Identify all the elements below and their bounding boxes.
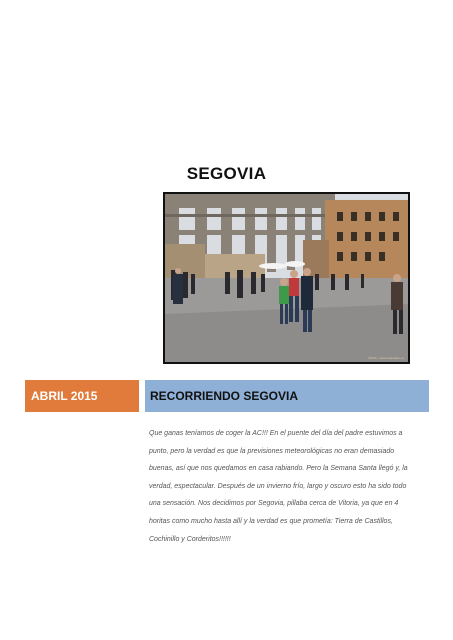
article-paragraph — [149, 425, 415, 548]
paragraph-line: buenas, así que nos quedamos en casa rabiando. Pero la Semana Santa llegó y, la — [149, 465, 408, 473]
paragraph-line: punto, pero la verdad es que la previsiones meteorológicas no eran demasiado — [149, 447, 395, 455]
document-title: SEGOVIA — [186, 164, 267, 183]
paragraph-line: horitas como mucho hasta allí y la verdad es que prometía: Tierra de Castillos, — [149, 517, 393, 525]
section-title-band: RECORRIENDO SEGOVIA — [145, 380, 429, 412]
paragraph-line: Cochinillo y Corderitos!!!!!! — [149, 535, 231, 543]
paragraph-line: verdad, espectacular. Después de un invierno frío, largo y oscuro esto ha sido todo — [149, 482, 407, 490]
paragraph-line: Que ganas teníamos de coger la AC!!! En el puente del día del padre estuvimos a — [149, 430, 403, 437]
paragraph-line: una sensación. Nos decidimos por Segovia, pillaba cerca de Vitoria, ya que en 4 — [149, 500, 399, 508]
photo-credit: ©2015 · www.todoviajes.es — [367, 356, 404, 360]
date-band: ABRIL 2015 — [25, 380, 139, 412]
segovia-aqueduct-photo — [163, 192, 410, 364]
